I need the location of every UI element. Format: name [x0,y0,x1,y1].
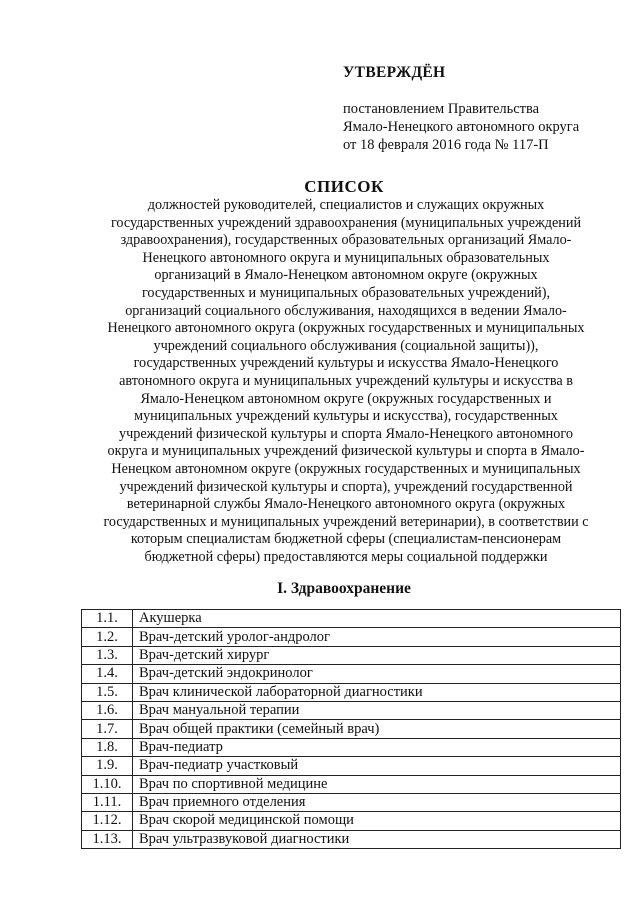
row-number: 1.9. [82,757,133,775]
row-number: 1.5. [82,683,133,701]
row-number: 1.4. [82,665,133,683]
row-position: Врач общей практики (семейный врач) [133,720,621,738]
row-position: Врач-детский хирург [133,646,621,664]
row-position: Акушерка [133,610,621,628]
subtitle-line: организаций социального обслуживания, находящихся в ведении Ямало- [125,302,567,319]
table-row [82,757,621,775]
table-row [82,830,621,848]
row-number: 1.1. [82,610,133,628]
table-row [82,665,621,683]
subtitle-line: Ненецкого автономного округа и муниципальных образовательных [142,249,550,266]
subtitle-line: учреждений физической культуры и спорта Ямало-Ненецкого автономного [119,425,573,442]
subtitle-line: ветеринарной службы Ямало-Ненецкого автономного округа (окружных [126,496,566,513]
approval-line: от 18 февраля 2016 года № 117-П [343,137,549,153]
row-position: Врач-детский уролог-андролог [133,628,621,646]
table-row [82,775,621,793]
subtitle-line: государственных и муниципальных учреждений ветеринарии), в соответствии с [103,513,589,530]
row-position: Врач ультразвуковой диагностики [133,830,621,848]
row-number: 1.7. [82,720,133,738]
positions-table [81,609,621,849]
table-row [82,701,621,719]
approval-heading: УТВЕРЖДЁН [343,64,446,81]
approval-line: Ямало-Ненецкого автономного округа [343,119,580,135]
approval-block [343,64,623,154]
subtitle-line: здравоохранения), государственных образовательных организаций Ямало- [120,232,572,249]
row-position: Врач-детский эндокринолог [133,665,621,683]
row-position: Врач по спортивной медицине [133,775,621,793]
row-position: Врач скорой медицинской помощи [133,812,621,830]
subtitle-line: округа и муниципальных учреждений физической культуры и спорта в Ямало- [107,443,585,460]
subtitle-line: Ненецком автономном округе (окружных государственных и муниципальных [111,460,581,477]
row-number: 1.13. [82,830,133,848]
subtitle-line: учреждений физической культуры и спорта), учреждений государственной [119,478,573,495]
subtitle-line: муниципальных учреждений культуры и искусства), государственных [134,408,558,425]
table-row [82,610,621,628]
subtitle-line: учреждений социального обслуживания (социальной защиты)), [153,337,539,354]
row-number: 1.11. [82,793,133,811]
table-row [82,738,621,756]
row-number: 1.3. [82,646,133,664]
row-number: 1.12. [82,812,133,830]
table-row [82,793,621,811]
table-row [82,683,621,701]
subtitle-line: которым специалистам бюджетной сферы (специалистам-пенсионерам [130,531,562,548]
row-position: Врач клинической лабораторной диагностики [133,683,621,701]
table-row [82,720,621,738]
subtitle-line: Ненецкого автономного округа (окружных государственных и муниципальных [107,320,585,337]
subtitle-line: организаций в Ямало-Ненецком автономном округе (окружных [154,267,538,284]
table-row [82,646,621,664]
subtitle-line: государственных учреждений культуры и искусства Ямало-Ненецкого [133,355,559,372]
subtitle-line: государственных и муниципальных образовательных учреждений), [141,284,551,301]
document-title: СПИСОК [304,177,384,196]
subtitle-line: бюджетной сферы) предоставляются меры социальной поддержки [144,548,548,565]
subtitle-line: автономного округа и муниципальных учреждений культуры и искусства в [119,372,573,389]
row-position: Врач мануальной терапии [133,701,621,719]
row-number: 1.10. [82,775,133,793]
subtitle-line: Ямало-Ненецком автономном округе (окружных государственных и [140,390,552,407]
subtitle-line: государственных учреждений здравоохранения (муниципальных учреждений [110,214,582,231]
row-position: Врач приемного отделения [133,793,621,811]
table-row [82,812,621,830]
document-subtitle [90,197,602,566]
row-position: Врач-педиатр участковый [133,757,621,775]
row-position: Врач-педиатр [133,738,621,756]
row-number: 1.6. [82,701,133,719]
row-number: 1.8. [82,738,133,756]
table-row [82,628,621,646]
section-title: I. Здравоохранение [277,580,411,597]
approval-line: постановлением Правительства [343,101,540,117]
subtitle-line: должностей руководителей, специалистов и служащих окружных [147,197,545,213]
row-number: 1.2. [82,628,133,646]
